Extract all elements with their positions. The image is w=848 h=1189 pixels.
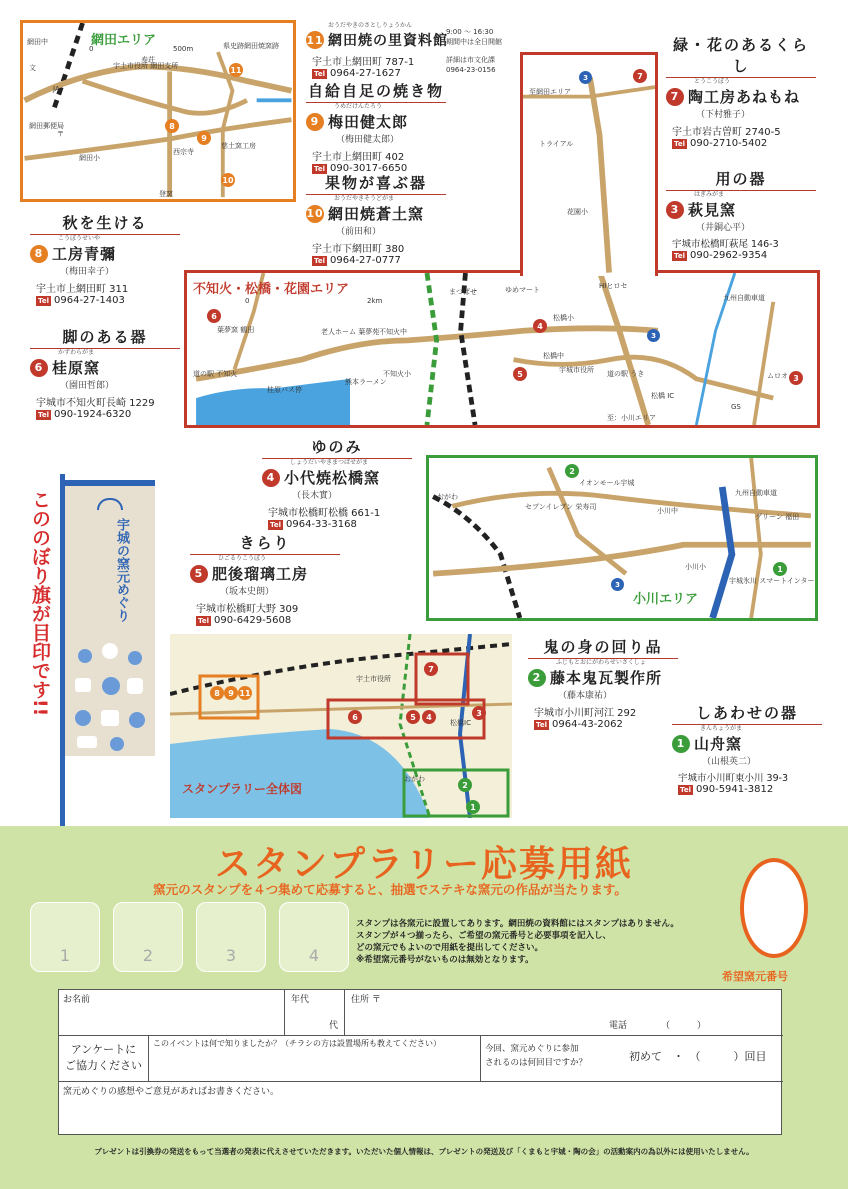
nobori-flag <box>65 480 155 756</box>
entry-address: 宇城市不知火町長崎 1229 <box>36 398 155 409</box>
entry-number: 9 <box>306 113 324 131</box>
tel-icon: Tel <box>314 256 325 265</box>
tel-icon: Tel <box>680 785 691 794</box>
flag-pottery-icons <box>65 636 155 756</box>
entry-owner: （坂本史朗） <box>220 587 275 597</box>
amida-label: 網田小 <box>79 154 100 162</box>
overview-pin-5[interactable]: 5 <box>406 710 420 724</box>
name-label: お名前 <box>63 995 91 1005</box>
pin-5[interactable]: 5 <box>513 367 527 381</box>
entry-name: 網田焼の里資料館 <box>328 33 448 49</box>
entry-number: 4 <box>262 469 280 487</box>
entry-ruby: うめだけんたろう <box>334 103 383 110</box>
tel-number[interactable]: 090-2710-5402 <box>690 138 768 149</box>
overview-pin-3[interactable]: 3 <box>472 706 486 720</box>
entry-category: 鬼の身の回り品 <box>528 636 678 659</box>
detail: 詳細は市文化課 <box>446 56 495 64</box>
entry-number: 11 <box>306 31 324 49</box>
ogawa-label: 小川中 <box>657 507 678 515</box>
closed: 期間中は全日開館 <box>446 38 502 46</box>
name-cell[interactable] <box>59 990 285 1036</box>
address-cell[interactable] <box>345 990 783 1036</box>
entry-ruby: こうぼうせいや <box>58 235 101 242</box>
entry-3 <box>666 168 848 261</box>
pin-3[interactable]: 3 <box>789 371 803 385</box>
shiranui-label: HIヒロセ <box>599 282 628 290</box>
tel-icon: Tel <box>38 410 49 419</box>
entry-name: 梅田健太郎 <box>328 113 409 131</box>
overview-pin-1[interactable]: 1 <box>466 800 480 814</box>
comment-cell[interactable] <box>59 1082 783 1136</box>
tel-icon: Tel <box>536 720 547 729</box>
entry-name-row <box>30 243 230 264</box>
shiranui-map-scale: 2km <box>367 297 383 305</box>
ogawa-label: グリーン 福田 <box>755 513 800 521</box>
entry-tel <box>196 615 410 626</box>
entry-name-row <box>666 199 848 220</box>
shiranui-map-title: 不知火・松橋・花園エリア <box>193 282 350 297</box>
entry-address: 宇土市上網田町 787-1 <box>312 57 415 68</box>
north-label: 花園小 <box>567 208 588 216</box>
age-suffix: 代 <box>328 1021 338 1031</box>
entry-number: 10 <box>306 205 324 223</box>
entry-1 <box>672 702 842 795</box>
entry-address: 宇土市下網田町 380 <box>312 244 405 255</box>
survey-label-line: アンケートに <box>70 1043 137 1056</box>
survey-q1-cell[interactable] <box>149 1036 481 1082</box>
shiranui-label: ムロオ <box>767 372 788 380</box>
survey-q2-line: 今回、窯元めぐりに参加 <box>485 1044 579 1054</box>
tel-number[interactable]: 090-1924-6320 <box>54 409 132 420</box>
amida-label: 登窯 <box>159 190 173 198</box>
overview-map[interactable] <box>170 634 512 818</box>
stamp-number: 4 <box>308 946 320 965</box>
entry-address: 宇城市小川町河江 292 <box>534 708 637 719</box>
form-notes <box>356 918 679 966</box>
survey-q2-line: されるのは何回目ですか？ <box>485 1058 588 1068</box>
pin-10[interactable]: 10 <box>221 173 235 187</box>
pin-2[interactable]: 2 <box>565 464 579 478</box>
overview-pin-2[interactable]: 2 <box>458 778 472 792</box>
entry-category: 用の器 <box>666 168 816 191</box>
detail-tel: 0964-23-0156 <box>446 66 496 74</box>
entry-name: 山舟窯 <box>694 735 743 753</box>
tel-icon: Tel <box>198 616 209 625</box>
overview-pin-8[interactable]: 8 <box>210 686 224 700</box>
ogawa-label: おがわ <box>437 493 458 501</box>
entry-address: 宇土市上網田町 311 <box>36 284 129 295</box>
overview-pin-7[interactable]: 7 <box>424 662 438 676</box>
entry-name-row <box>528 667 748 688</box>
entry-owner: （園田哲郎） <box>60 381 115 391</box>
north-label: 至網田エリア <box>529 88 571 96</box>
amida-label: 宇土市役所 網田支所 <box>113 62 179 70</box>
entry-category: 緑・花のあるくらし <box>666 34 816 78</box>
age-cell[interactable] <box>285 990 345 1036</box>
note-line: どの窯元でもよいので用紙を提出してください。 <box>356 943 544 953</box>
entry-name: 肥後瑠璃工房 <box>212 565 309 583</box>
form-title: スタンプラリー応募用紙 <box>214 844 633 885</box>
shiranui-label: 不知火小 <box>383 370 411 378</box>
shiranui-label: 熊本ラーメン <box>345 378 387 386</box>
amida-label: 網田郵便局 <box>29 122 64 130</box>
entry-tel <box>312 255 506 266</box>
ogawa-label: 九州自動車道 <box>735 489 777 497</box>
entry-tel <box>672 138 848 149</box>
note-line: ※希望窯元番号がないものは無効となります。 <box>356 955 534 965</box>
entry-owner: （梅田幸子） <box>60 267 115 277</box>
entry-name: 藤本鬼瓦製作所 <box>550 669 663 687</box>
survey-q1: このイベントは何で知りましたか？（チラシの方は設置場所も教えてください） <box>153 1039 441 1048</box>
entry-owner: （井銅心平） <box>696 223 751 233</box>
form-subtitle: 窯元のスタンプを４つ集めて応募すると、抽選でステキな窯元の作品が当たります。 <box>153 882 627 897</box>
pin-7[interactable]: 7 <box>633 69 647 83</box>
route-3-icon: 3 <box>647 329 660 342</box>
amida-label: 文 <box>29 64 36 72</box>
entry-ruby: おうだやきそうどがま <box>334 195 395 202</box>
entry-address: 宇城市松橋町大野 309 <box>196 604 299 615</box>
entry-ruby: ひごるりこうぼう <box>218 555 267 562</box>
ogawa-label: セブンイレブン 栄寿司 <box>525 503 597 511</box>
shiranui-label: 松橋中 <box>543 352 564 360</box>
entry-number: 1 <box>672 735 690 753</box>
stamp-number: 3 <box>225 946 237 965</box>
entry-11-hours <box>446 27 502 75</box>
tel-number[interactable]: 0964-33-3168 <box>286 519 357 530</box>
tel-icon: Tel <box>674 139 685 148</box>
amida-label: 寿荘 <box>141 56 155 64</box>
entry-name-row <box>190 563 410 584</box>
tel-icon: Tel <box>314 69 325 78</box>
entry-category: ゆのみ <box>262 436 412 459</box>
entry-tel <box>672 250 848 261</box>
entry-ruby: とうこうぼう <box>694 78 731 85</box>
entry-number: 8 <box>30 245 48 263</box>
ogawa-label: 宇城氷川 スマートインター <box>729 577 815 585</box>
tel-number[interactable]: 0964-27-1403 <box>54 295 125 306</box>
entry-9 <box>306 80 506 174</box>
shiranui-label: 宇城市役所 <box>559 366 594 374</box>
amida-map-scale: 500m <box>173 45 194 53</box>
entry-number: 2 <box>528 669 546 687</box>
entry-tel <box>678 784 842 795</box>
entry-category: 果物が喜ぶ器 <box>306 172 446 195</box>
address-label: 住所 〒 <box>351 995 381 1005</box>
amida-label: JA <box>53 85 60 93</box>
entry-10 <box>306 172 506 266</box>
tel-number[interactable]: 0964-27-1627 <box>330 68 401 79</box>
entry-owner: （長木實） <box>292 491 338 501</box>
entry-address: 宇土市上網田町 402 <box>312 152 405 163</box>
overview-pin-4[interactable]: 4 <box>422 710 436 724</box>
shiranui-label: 松橋 IC <box>651 392 675 400</box>
stamp-number: 2 <box>142 946 154 965</box>
shiranui-label: 葉夢窯 鶴田 <box>217 326 255 334</box>
survey-label-line: ご協力ください <box>65 1059 142 1072</box>
age-label: 年代 <box>291 995 310 1005</box>
north-label: トライアル <box>539 140 574 148</box>
ogawa-map-title: 小川エリア <box>633 592 699 607</box>
flag-title: 宇城の窯元めぐり <box>114 518 129 622</box>
tel-number[interactable]: 090-6429-5608 <box>214 615 292 626</box>
entry-name-row <box>306 111 506 132</box>
overview-label: 宇土市役所 <box>356 675 391 683</box>
entry-category: しあわせの器 <box>672 702 822 725</box>
shiranui-label: 道の駅 不知火 <box>193 370 238 378</box>
amida-map-scale-zero: 0 <box>89 45 94 53</box>
shiranui-label: 九州自動車道 <box>723 294 765 302</box>
shiranui-area-map-north[interactable] <box>520 52 658 276</box>
shiranui-label: 桂原バス停 <box>267 386 302 394</box>
entry-address: 宇城市松橋町萩尾 146-3 <box>672 239 779 250</box>
flag-logo-icon <box>97 498 123 510</box>
shiranui-label: ゆめマート <box>505 286 540 294</box>
overview-pin-6[interactable]: 6 <box>348 710 362 724</box>
amida-label: 西宗寺 <box>173 148 194 156</box>
comment-label: 窯元めぐりの感想やご意見があればお書きください。 <box>63 1087 280 1097</box>
banner-text-3: !! <box>29 699 51 717</box>
phone-paren: （ ） <box>661 1021 707 1031</box>
entry-number: 6 <box>30 359 48 377</box>
amida-area-map[interactable] <box>20 20 296 202</box>
note-line: スタンプは各窯元に設置してあります。網田焼の資料館にはスタンプはありません。 <box>356 919 679 929</box>
entry-7 <box>666 34 848 149</box>
entry-address: 宇城市松橋町松橋 661-1 <box>268 508 381 519</box>
tel-number[interactable]: 0964-27-0777 <box>330 255 401 266</box>
banner-side-text <box>18 490 54 750</box>
tel-number[interactable]: 0964-43-2062 <box>552 719 623 730</box>
shiranui-label: まつばせ <box>449 288 477 296</box>
wish-number-label: 希望窯元番号 <box>722 970 788 983</box>
entry-number: 5 <box>190 565 208 583</box>
entry-category: 自給自足の焼き物 <box>306 80 446 103</box>
amida-label: 慈土窯工房 <box>221 142 256 150</box>
amida-label: 県史跡網田焼窯跡 <box>223 42 279 50</box>
entry-number: 3 <box>666 201 684 219</box>
entry-form-table <box>58 989 782 1135</box>
ogawa-area-map[interactable] <box>426 455 818 621</box>
entry-name: 工房青彌 <box>52 245 117 263</box>
entry-name: 萩見窯 <box>688 201 737 219</box>
overview-pin-11[interactable]: 11 <box>238 686 252 700</box>
tel-icon: Tel <box>38 296 49 305</box>
entry-ruby: しょうだいやきまつばせがま <box>290 459 369 466</box>
shiranui-label: 老人ホーム 葉夢苑 <box>321 328 380 336</box>
shiranui-area-map[interactable] <box>184 270 820 428</box>
entry-name-row <box>672 733 842 754</box>
shiranui-label: 道の駅 うき <box>607 370 645 378</box>
entry-name: 陶工房あねもね <box>688 88 801 106</box>
route-3-icon: 3 <box>611 578 624 591</box>
pin-4[interactable]: 4 <box>533 319 547 333</box>
tel-number[interactable]: 090-2962-9354 <box>690 250 768 261</box>
tel-icon: Tel <box>270 520 281 529</box>
entry-category: きらり <box>190 532 340 555</box>
amida-label: 〒 <box>57 130 64 138</box>
route-3-icon: 3 <box>579 71 592 84</box>
entry-category: 脚のある器 <box>30 326 180 349</box>
banner-text-2: のぼり旗が目印です <box>29 528 51 699</box>
note-line: スタンプが４つ揃ったら、ご希望の窯元番号と必要事項を記入し、 <box>356 931 612 941</box>
shiranui-map-scale-zero: 0 <box>245 297 250 305</box>
overview-map-title: スタンプラリー全体図 <box>182 782 303 796</box>
tel-number[interactable]: 090-3017-6650 <box>330 163 408 174</box>
entry-owner: （山根英二） <box>702 757 757 767</box>
entry-number: 7 <box>666 88 684 106</box>
overview-label: 松橋IC <box>450 719 471 727</box>
survey-q2-answer: 初めて ・ （ ）回目 <box>629 1050 767 1063</box>
tel-number[interactable]: 090-5941-3812 <box>696 784 774 795</box>
entry-ruby: ふじもとおにがわらせいさくしょ <box>556 659 646 666</box>
stamp-box-2[interactable] <box>113 902 183 972</box>
tel-icon: Tel <box>314 164 325 173</box>
entry-name: 小代焼松橋窯 <box>284 469 381 487</box>
entry-name-row <box>306 203 506 224</box>
entry-ruby: はぎみがま <box>694 191 725 198</box>
stamp-box-4[interactable] <box>279 902 349 972</box>
entry-owner: （前田和） <box>336 227 382 237</box>
pin-11[interactable]: 11 <box>229 63 243 77</box>
banner-text-1: この <box>29 490 51 528</box>
hours: 9:00 ～ 16:30 <box>446 28 494 36</box>
form-footer: プレゼントは引換券の発送をもって当選者の発表に代えさせていただきます。いただいた個人情報は、プレゼントの発送及び「くまもと宇城・陶の会」の活動案内の為以外には使用いたしません。 <box>94 1147 754 1156</box>
entry-address: 宇城市小川町東小川 39-3 <box>678 773 789 784</box>
pin-8[interactable]: 8 <box>165 119 179 133</box>
stamp-number: 1 <box>59 946 71 965</box>
stamp-box-3[interactable] <box>196 902 266 972</box>
survey-q2-cell[interactable] <box>481 1036 783 1082</box>
entry-owner: （梅田健太郎） <box>336 135 400 145</box>
shiranui-label: 不知火中 <box>379 328 407 336</box>
entry-ruby: かずわらがま <box>58 349 95 356</box>
phone-label: 電話 <box>609 1021 628 1031</box>
entry-5 <box>190 532 410 626</box>
stamp-box-1[interactable] <box>30 902 100 972</box>
ogawa-label: イオンモール宇城 <box>579 479 635 487</box>
ogawa-label: 小川小 <box>685 563 706 571</box>
entry-owner: （下村雅子） <box>696 110 751 120</box>
pin-1[interactable]: 1 <box>773 562 787 576</box>
entry-address: 宇土市岩古曽町 2740-5 <box>672 127 781 138</box>
tel-icon: Tel <box>674 251 685 260</box>
entry-name: 網田焼蒼土窯 <box>328 205 425 223</box>
shiranui-label: GS <box>731 403 741 411</box>
entry-owner: （藤本康祐） <box>558 691 613 701</box>
entry-name-row <box>666 86 848 107</box>
overview-label: おがわ <box>404 775 425 783</box>
entry-category: 秋を生ける <box>30 212 180 235</box>
entry-ruby: きんちょうがま <box>700 725 743 732</box>
amida-label: 網田中 <box>27 38 48 46</box>
shiranui-label: 松橋小 <box>553 314 574 322</box>
wish-number-oval[interactable] <box>740 858 808 958</box>
entry-name: 桂原窯 <box>52 359 101 377</box>
amida-map-title: 網田エリア <box>91 33 157 48</box>
pin-6[interactable]: 6 <box>207 309 221 323</box>
overview-pin-9[interactable]: 9 <box>224 686 238 700</box>
shiranui-label: 至：小川エリア <box>607 414 656 422</box>
entry-ruby: おうだやきのさとしりょうかん <box>328 22 413 29</box>
pin-9[interactable]: 9 <box>197 131 211 145</box>
survey-label-cell <box>59 1036 149 1082</box>
